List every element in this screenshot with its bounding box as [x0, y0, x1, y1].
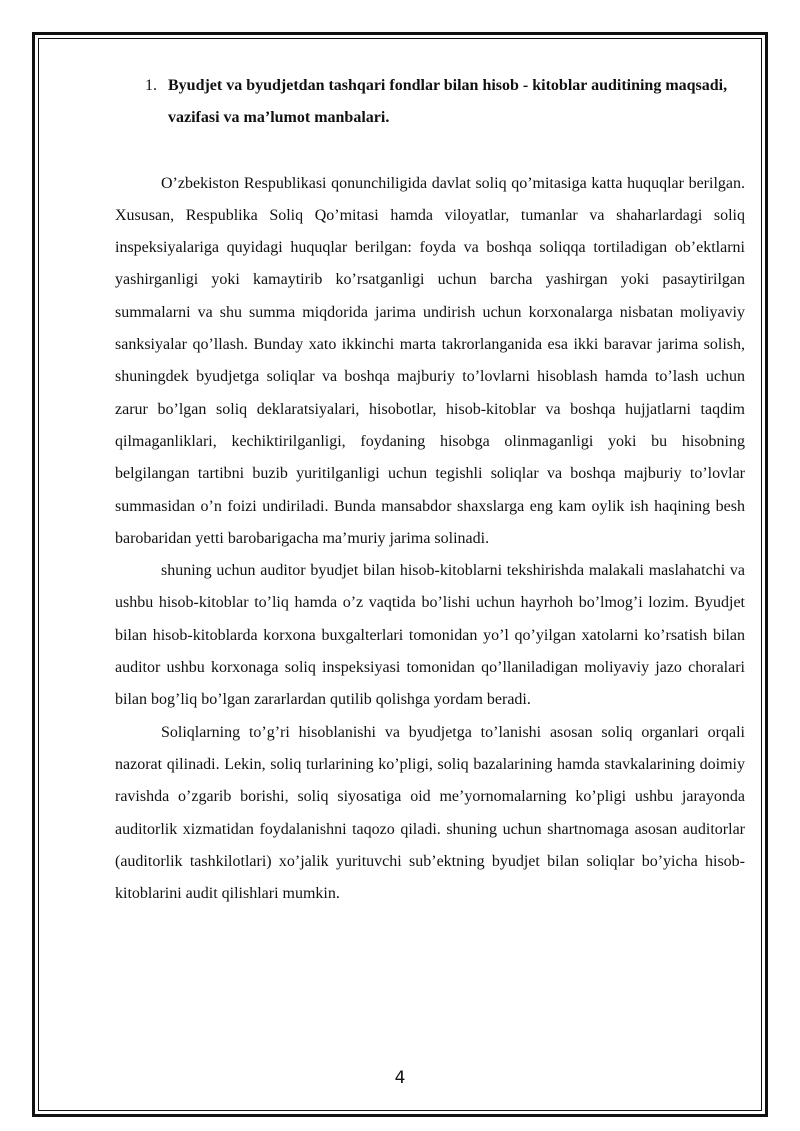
heading-number: 1.	[145, 77, 157, 94]
section-heading	[115, 70, 745, 135]
document-body	[115, 70, 745, 910]
paragraph-1: O’zbekiston Respublikasi qonunchiligida davlat soliq qo’mitasiga katta huquqlar berilgan. Xususan, Respublika Soliq Qo’mitasi hamda viloyatlar, tumanlar va shaharlardagi soliq inspeksiyalariga quyidagi huquqlar berilgan: foyda va boshqa soliqqa tortiladigan ob’ektlarni yashirganligi yoki kamaytirib ko’rsatganligi uchun barcha yashirgan yoki pasaytirilgan summalarni va shu summa miqdorida jarima undirish uchun korxonalarga nisbatan moliyaviy sanksiyalar qo’llash. Bunday xato ikkinchi marta takrorlanganida esa ikki baravar jarima solish, shuningdek byudjetga soliqlar va boshqa majburiy to’lovlarni hisoblash hamda to’lash uchun zarur bo’lgan soliq deklaratsiyalari, hisobotlar, hisob-kitoblar va boshqa hujjatlarni taqdim qilmaganliklari, kechiktirilganligi, foydaning hisobga olinmaganligi yoki bu hisobning belgilangan tartibni buzib yuritilganligi uchun tegishli soliqlar va boshqa majburiy to’lovlar summasidan o’n foizi undiriladi. Bunda mansabdor shaxslarga eng kam oylik ish haqining besh barobaridan yetti barobarigacha ma’muriy jarima solinadi.	[115, 174, 745, 547]
heading-text: Byudjet va byudjetdan tashqari fondlar bilan hisob - kitoblar auditining maqsadi, vazifasi va ma’lumot manbalari.	[168, 77, 728, 127]
page-number: 4	[394, 1068, 406, 1088]
paragraph-2: shuning uchun auditor byudjet bilan hisob-kitoblarni tekshirishda malakali maslahatchi va ushbu hisob-kitoblar to’liq hamda o’z vaqtida bo’lishi uchun hayrhoh bo’lmog’i lozim. Byudjet bilan hisob-kitoblarda korxona buxgalterlari tomonidan yo’l qo’yilgan xatolarni ko’rsatish bilan auditor ushbu korxonaga soliq inspeksiyasi tomonidan qo’llaniladigan moliyaviy jazo choralari bilan bog’liq bo’lgan zararlardan qutilib qolishga yordam beradi.	[115, 562, 745, 709]
heading-spacer	[115, 135, 745, 168]
heading-number-wrap	[115, 70, 168, 135]
paragraph-3: Soliqlarning to’g’ri hisoblanishi va byudjetga to’lanishi asosan soliq organlari orqali nazorat qilinadi. Lekin, soliq turlarining ko’pligi, soliq bazalarining hamda stavkalarining doimiy ravishda o’zgarib borishi, soliq siyosatiga oid me’yornomalarning ko’pligi ushbu jarayonda auditorlik xizmatidan foydalanishni taqozo qiladi. shuning uchun shartnomaga asosan auditorlar (auditorlik tashkilotlari) xo’jalik yurituvchi sub’ektning byudjet bilan soliqlar bo’yicha hisob-kitoblarini audit qilishlari mumkin.	[115, 723, 745, 903]
